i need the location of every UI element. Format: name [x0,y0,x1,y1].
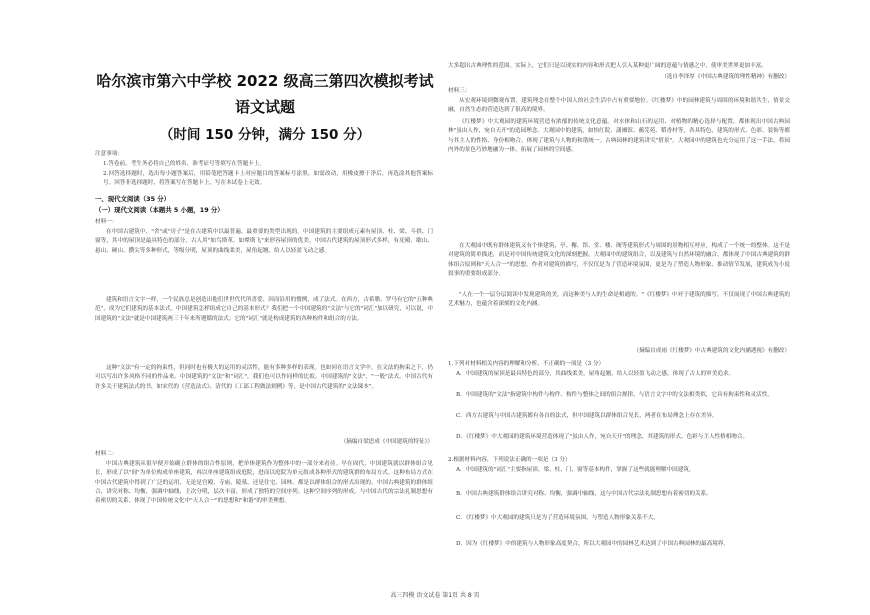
material-1-para-2: 建筑和语言文字一样，一个民族总是创造出他们世世代代所喜爱、因而沿用的惯例，成了法式。在西方，古希腊、罗马有它的"五种典范"，成为它们建筑的基本法式。中国建筑怎样组成它自己的基本形式？我们把一个中国建筑的"文法"与它的"词汇"加以研究，可以说，中国建筑的"文法"就是中国建筑两三千年来所遵循的法式；它的"词汇"就是构成建筑的各种构件和组合的方法。 [95,297,433,322]
question-1: 1.下列对材料相关内容的理解和分析，不正确的一项是（3 分） [448,361,605,367]
question-1-option-b: B．中国建筑的"文法"指建筑中构件与构件、构件与整体之间的组合规律，与语言文字中的文法相类似，它具有拘束性和灵活性。 [456,392,773,398]
question-2-option-c: C．《红楼梦》中大观园的建筑只是为了营造环境氛围，与塑造人物形象关系不大。 [456,515,659,521]
note-2: 2.回答选择题时，选出每小题答案后，用铅笔把答题卡上对应题目的答案标号涂黑。如需改动，用橡皮擦干净后，再选涂其他答案标号。回答非选择题时，将答案写在答题卡上，写在本试卷上无效。 [103,171,433,187]
note-1: 1.答卷前，考生务必将自己的姓名、准考证号等填写在答题卡上。 [103,161,265,167]
question-2-option-d: D．因为《红楼梦》中的建筑与人物形象高度契合，所以大观园中的园林艺术达到了中国古典园林的最高境界。 [456,541,729,547]
question-1-option-d: D．《红楼梦》中大观园的建筑环境营造体现了"虽由人作，宛自天开"的理念，其建筑的形式、色彩与主人性格相吻合。 [456,434,749,440]
school-title: 哈尔滨市第六中学校 2022 级高三第四次模拟考试 [96,72,434,90]
material-3-para-2: 《红楼梦》中大观园的建筑环境营造有浓郁的传统文化意蕴。对水体和山石的运用、对植物的精心选择与配置，都体现出中国古典园林"虽由人作，宛自天开"的造园理念。大观园中的建筑，如怡红院、潇湘馆、蘅芜苑、稻香村等，各具特色，建筑的形式、色彩、装饰等都与其主人的性格、身份相吻合，体现了建筑与人物的和谐统一。古典园林的建筑讲究"借景"，大观园中的建筑也充分运用了这一手法，将园内外的景色巧妙地融为一体，拓展了园林的空间感。 [448,119,790,153]
section-1-title: 一、现代文阅读（35 分） [95,195,171,203]
question-2-option-b: B．中国古典建筑群体组合讲究对称、均衡，强调中轴线，这与中国古代宗法礼制思想有着密切的关系。 [456,491,712,497]
question-1-option-c: C．西方古建筑与中国古建筑都有各自的法式，但中国建筑以群体组合见长，两者在布局理念上存在差异。 [456,413,718,419]
right-top-para: 大多超出古典理性的范围。实际上，它们只是以现实的内容和形式把人引入某种更广阔的意蕴与情感之中，使审美世界更加丰富。 [448,63,767,69]
material-3-para-1: 从宏观环境到微观布置，建筑理念在整个中国人的社会生活中占有重要地位。《红楼梦》中的园林建筑与周围的环境和谐共生，情景交融，自然生态的营造达到了很高的境界。 [448,98,790,114]
material-3-source: （摘编自成雨《红楼梦》中古典建筑的文化内涵透视》有删改） [633,348,790,354]
material-2-label: 材料二： [95,451,118,457]
section-1a-title: （一）现代文阅读（本题共 5 小题，19 分） [95,206,224,214]
material-1-source: （摘编自梁思成《中国建筑的特征》） [340,439,433,445]
material-1-label: 材料一： [95,219,118,225]
question-1-option-a: A．中国建筑的屋顶是最具特色的部分，其曲线柔美，屋角起翘，给人以轻盈飞动之感，体现了古人的审美追求。 [456,371,735,377]
time-info: （时间 150 分钟，满分 150 分） [159,127,371,143]
material-2-para-1: 中国古典建筑从很早便开始确立群体的组合性原则，把单体建筑作为整体中的一部分来看待。早在周代，中国建筑就以群体组合见长，形成了以"间"为单位构成单座建筑，再以单座建筑组成庭院，进而以庭院为单元组成各种形式的建筑群的布局方式。这种布局方式在中国古代建筑中得到了广泛的运用，无论是宫殿、寺庙、陵墓，还是住宅、园林，都是以群体组合的形式出现的。中国古典建筑的群体组合，讲究对称、均衡，强调中轴线，主次分明，层次丰富，形成了独特的空间序列。这种空间序列的形成，与中国古代的宗法礼制思想有着密切的关系，体现了中国传统文化中"天人合一"的思想和"和谐"的审美理想。 [95,461,433,505]
material-3-label: 材料三： [448,88,471,94]
question-2: 2.根据材料内容，下列说法正确的一项是（3 分） [448,457,571,463]
subject-title: 语文试题 [234,98,295,116]
material-3-para-3: 在大观园中既有群体建筑又有个体建筑，亭、榭、馆、堂、楼、阁等建筑形式与周围的景物相互呼应，构成了一个统一的整体。这不是对建筑的简单描述，而是对中国传统建筑文化的深刻把握。大观园中的建筑组合，以及建筑与自然环境的融合，都体现了中国古典建筑的群体组合原则和"天人合一"的思想。作者对建筑的描写，不仅仅是为了营造环境氛围，更是为了塑造人物形象、推动情节发展，建筑成为小说叙事的重要组成部分。 [448,243,790,277]
material-1-para-3: 这种"文法"有一定的拘束性，但同时也有极大的运用的灵活性，能有多种多样的表现。也如同在语言文学中，在文法的拘束之下，仍可以写出许多风格不同的作品来。中国建筑的"文法"和"词汇"，我们也可以作同样的比拟。中国建筑的"文法"，"一般"法式，中国古代有许多关于建筑法式的书，如宋代的《营造法式》、清代的《工部工程做法则例》等，是中国古代建筑的"文法课本"。 [95,365,433,390]
notes-title: 注意事项： [95,151,123,157]
material-3-para-4: "人在一个一层分层阅读中发现建筑的美，而这种美与人的生命是相通的。"《红楼梦》中对于建筑的描写，不仅展现了中国古典建筑的艺术魅力，也蕴含着深刻的文化内涵。 [448,292,790,308]
question-2-option-a: A．中国建筑的"词汇"主要指屋顶、梁、柱、门、窗等基本构件，掌握了这些就能理解中国建筑。 [456,467,695,473]
right-top-source: （选自李泽厚《中国古典建筑的理性精神》有删改） [661,74,790,80]
material-1-para-1: 在中国古建筑中，"舍"或"房子"是在古建筑中以最普遍、最重要的类型出现的。中国建筑的主要组成元素有屋顶、柱、梁、斗拱、门窗等，其中的屋顶是最具特色的部分。古人用"如鸟斯革，如翚斯飞"来形容屋顶的优美。中国古代建筑的屋顶形式多样，有庑殿、歇山、悬山、硬山、攒尖等多种形式，等级分明，屋顶的曲线柔美，屋角起翘，给人以轻盈飞动之感。 [95,229,433,254]
page-footer: 高三四模 语文试卷 第1页 共 8 页 [390,592,480,599]
